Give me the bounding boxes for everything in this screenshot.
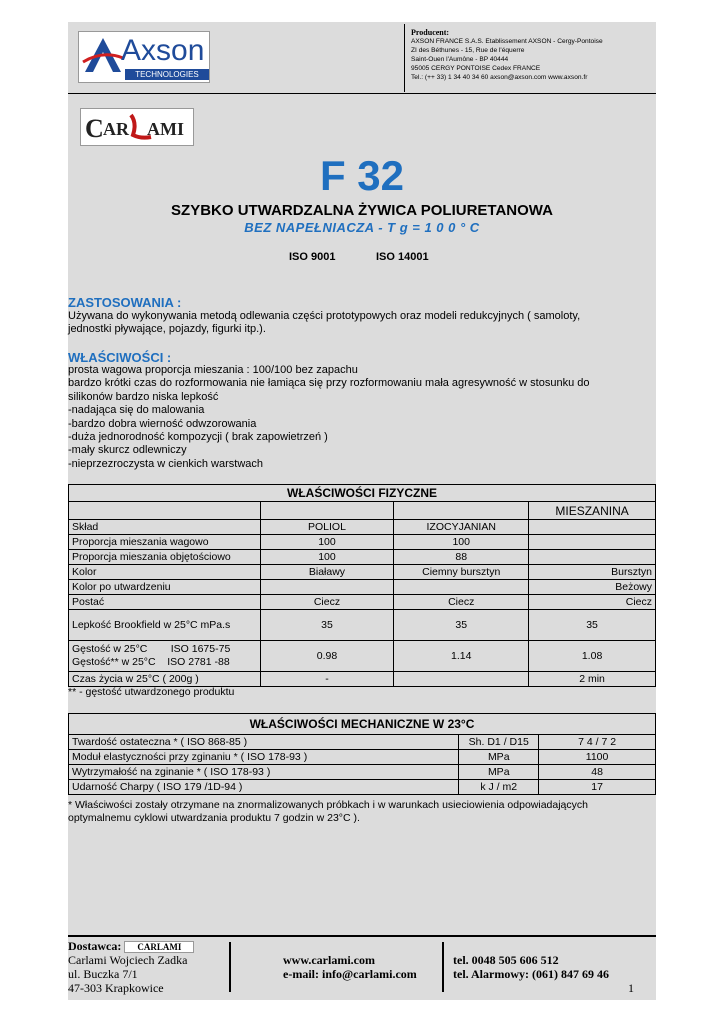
producer-line: AXSON FRANCE S.A.S. Etablissement AXSON - Cergy-Pontoise [411,38,603,45]
table-row [69,765,656,780]
applications-text [68,310,648,337]
website-link[interactable]: www.carlami.com [283,953,375,967]
email-link[interactable]: e-mail: info@carlami.com [283,967,417,981]
poliol-value: POLIOL [260,520,394,535]
iso-9001: ISO 9001 [289,251,336,263]
supplier-block [68,939,194,995]
axson-tagline: TECHNOLOGIES [125,69,209,80]
mix-value: Bursztyn [529,565,656,580]
izocyjanian-value: 1.14 [394,641,529,672]
datasheet-page [68,22,656,1000]
poliol-value: 35 [260,610,394,641]
row-label: Proporcja mieszania objętościowo [69,550,261,565]
density-label-1: Gęstość w 25°C [72,643,148,655]
applications-line: Używana do wykonywania metodą odlewania części prototypowych oraz modeli redukcyjnych ( samoloty, [68,310,581,322]
iso-14001: ISO 14001 [376,251,429,263]
mix-value: Beżowy [529,580,656,595]
table-row [69,750,656,765]
supplier-logo: CARLAMI [124,941,194,953]
axson-logo-mark [81,36,125,74]
properties-line: -bardzo dobra wierność odwzorowania [68,417,257,430]
mechanical-note [68,799,588,825]
web-block [283,953,417,981]
mix-value [529,535,656,550]
unit-value: MPa [459,765,539,780]
physical-table-title: WŁAŚCIWOŚCI FIZYCZNE [69,485,656,502]
property-value: 48 [539,765,656,780]
table-row [69,780,656,795]
izocyjanian-value: Ciemny bursztyn [394,565,529,580]
phone-block [453,953,609,981]
properties-line: prosta wagowa proporcja mieszania : 100/100 bez zapachu [68,364,358,376]
density-label-cell [69,641,261,672]
properties-line: -nadająca się do malowania [68,404,205,417]
poliol-value: Białawy [260,565,394,580]
izocyjanian-value: IZOCYJANIAN [394,520,529,535]
svg-text:C: C [85,114,104,143]
header-divider [404,24,405,92]
property-value: 17 [539,780,656,795]
svg-text:AMI: AMI [147,119,184,139]
header [68,22,656,94]
properties-line: -mały skurcz odlewniczy [68,444,187,457]
table-row [69,595,656,610]
footer-divider [229,942,231,992]
table-cell [69,502,261,520]
poliol-value: 100 [260,550,394,565]
producer-line: Saint-Ouen l'Aumône - BP 40444 [411,56,509,63]
supplier-street: ul. Buczka 7/1 [68,967,138,982]
row-label: Udarność Charpy ( ISO 179 /1D-94 ) [69,780,459,795]
unit-value: MPa [459,750,539,765]
supplier-name: Carlami Wojciech Zadka [68,953,188,968]
row-label: Wytrzymałość na zginanie * ( ISO 178-93 ) [69,765,459,780]
page-number: 1 [628,981,634,995]
row-label: Skład [69,520,261,535]
producer-title: Producent: [411,28,450,37]
izocyjanian-value [394,580,529,595]
property-value: 1100 [539,750,656,765]
product-name: F 32 [319,152,405,199]
unit-value: Sh. D1 / D15 [459,735,539,750]
producer-line: ZI des Béthunes - 15, Rue de l'équerre [411,47,525,54]
properties-line: -duża jednorodność kompozycji ( brak zapowietrzeń ) [68,431,328,444]
density-note: ** - gęstość utwardzonego produktu [68,686,235,698]
phone-number: tel. 0048 505 606 512 [453,953,559,967]
table-title-row [69,714,656,735]
density-label-2: Gęstość** w 25°C [72,656,156,668]
properties-line: bardzo krótki czas do rozformowania nie łamiąca się przy rozformowaniu mała agresywność w stosunku do [68,377,590,390]
mechanical-note-line: optymalnemu cyklowi utwardzania produktu 7 godzin w 23°C ). [68,812,360,824]
mix-value: Ciecz [529,595,656,610]
row-label: Proporcja mieszania wagowo [69,535,261,550]
property-value: 7 4 / 7 2 [539,735,656,750]
table-header-row [69,502,656,520]
table-row [69,565,656,580]
supplier-label: Dostawca: [68,939,122,953]
poliol-value: 0.98 [260,641,394,672]
izocyjanian-value: 88 [394,550,529,565]
table-row [69,672,656,687]
row-label: Kolor [69,565,261,580]
mix-header: MIESZANINA [529,502,656,520]
row-label: Czas życia w 25°C ( 200g ) [69,672,261,687]
table-cell [260,502,394,520]
producer-info [411,28,656,82]
applications-line: jednostki pływające, pojazdy, figurki itp.). [68,323,266,336]
izocyjanian-value: 100 [394,535,529,550]
header-rule [68,93,656,94]
table-row [69,550,656,565]
izocyjanian-value: Ciecz [394,595,529,610]
mix-value [529,520,656,535]
supplier-city: 47-303 Krapkowice [68,981,164,996]
density-iso-1: ISO 1675-75 [170,643,231,655]
mix-value: 1.08 [529,641,656,672]
izocyjanian-value [394,672,529,687]
svg-text:AR: AR [103,119,129,139]
row-label: Moduł elastyczności przy zginaniu * ( ISO 178-93 ) [69,750,459,765]
poliol-value: 100 [260,535,394,550]
producer-line: 95005 CERGY PONTOISE Cedex FRANCE [411,65,541,72]
carlami-logo [80,108,194,146]
properties-text [68,364,648,471]
unit-value: k J / m2 [459,780,539,795]
mechanical-table-title: WŁAŚCIWOŚCI MECHANICZNE W 23°C [69,714,656,735]
mix-value: 35 [529,610,656,641]
product-subtitle: SZYBKO UTWARDZALNA ŻYWICA POLIURETANOWA [171,202,553,219]
table-row [69,735,656,750]
applications-heading: ZASTOSOWANIA : [68,295,182,310]
producer-line: Tel.: (++ 33) 1 34 40 34 60 axson@axson.com www.axson.fr [411,74,588,81]
table-title-row [69,485,656,502]
mechanical-note-line: * Właściwości zostały otrzymane na znormalizowanych próbkach i w warunkach usieciowienia odpowiadających [68,799,588,811]
mix-value [529,550,656,565]
table-row [69,580,656,595]
axson-brand-name: Axson [121,34,205,67]
properties-heading: WŁAŚCIWOŚCI : [68,350,172,365]
mechanical-properties-table [68,713,656,795]
footer-divider [442,942,444,992]
axson-logo [78,31,210,83]
mix-value: 2 min [529,672,656,687]
poliol-value: Ciecz [260,595,394,610]
product-subtitle-2: BEZ NAPEŁNIACZA - T g = 1 0 0 ° C [244,220,480,235]
poliol-value: - [260,672,394,687]
izocyjanian-value: 35 [394,610,529,641]
density-iso-2: ISO 2781 -88 [167,656,230,668]
poliol-value [260,580,394,595]
table-row [69,520,656,535]
row-label: Twardość ostateczna * ( ISO 868-85 ) [69,735,459,750]
physical-properties-table [68,484,656,687]
table-row [69,641,656,672]
row-label: Lepkość Brookfield w 25°C mPa.s [69,610,261,641]
row-label: Kolor po utwardzeniu [69,580,261,595]
alarm-phone: tel. Alarmowy: (061) 847 69 46 [453,967,609,981]
table-row [69,535,656,550]
row-label: Postać [69,595,261,610]
properties-line: -nieprzezroczysta w cienkich warstwach [68,457,264,470]
table-cell [394,502,529,520]
footer-rule [68,935,656,937]
table-row [69,610,656,641]
properties-line: silikonów bardzo niska lepkość [68,390,219,403]
carlami-logo-art [81,109,193,145]
